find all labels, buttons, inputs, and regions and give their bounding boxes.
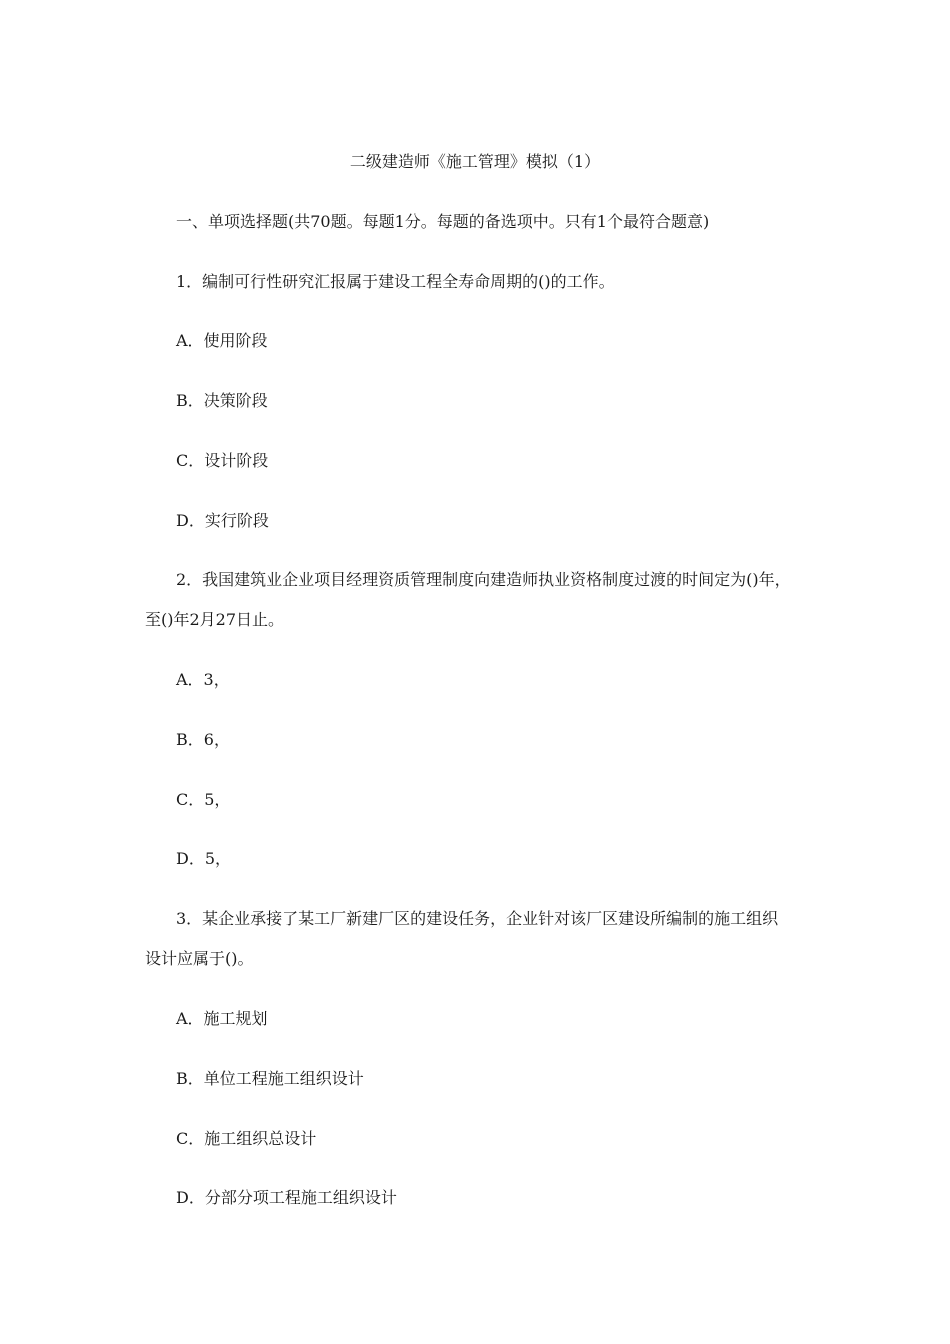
question-2-stem-line-2: 至()年2月27日止。 [145, 610, 285, 629]
question-2-option-b: B．6， [176, 730, 230, 749]
question-1-option-a: A．使用阶段 [176, 331, 268, 350]
question-3-option-d: D．分部分项工程施工组织设计 [176, 1188, 397, 1207]
question-1-option-b: B．决策阶段 [176, 391, 268, 410]
question-3-option-b: B．单位工程施工组织设计 [176, 1069, 364, 1088]
question-2-option-a: A．3， [176, 670, 230, 689]
question-1-option-c: C．设计阶段 [176, 451, 269, 470]
question-1-option-d: D．实行阶段 [176, 511, 269, 530]
document-title: 二级建造师《施工管理》模拟（1） [349, 152, 601, 171]
section-heading: 一、单项选择题(共70题。每题1分。每题的备选项中。只有1个最符合题意) [176, 212, 710, 231]
question-3-stem-line-2: 设计应属于()。 [145, 949, 254, 968]
question-3-option-a: A．施工规划 [176, 1009, 268, 1028]
question-2-option-d: D．5， [176, 849, 232, 868]
question-3-stem-line-1: 3．某企业承接了某工厂新建厂区的建设任务，企业针对该厂区建设所编制的施工组织 [176, 909, 779, 928]
question-3-option-c: C．施工组织总设计 [176, 1129, 317, 1148]
question-2-stem-line-1: 2．我国建筑业企业项目经理资质管理制度向建造师执业资格制度过渡的时间定为()年， [176, 570, 791, 589]
question-1-stem: 1．编制可行性研究汇报属于建设工程全寿命周期的()的工作。 [176, 272, 615, 291]
question-2-option-c: C．5， [176, 790, 231, 809]
